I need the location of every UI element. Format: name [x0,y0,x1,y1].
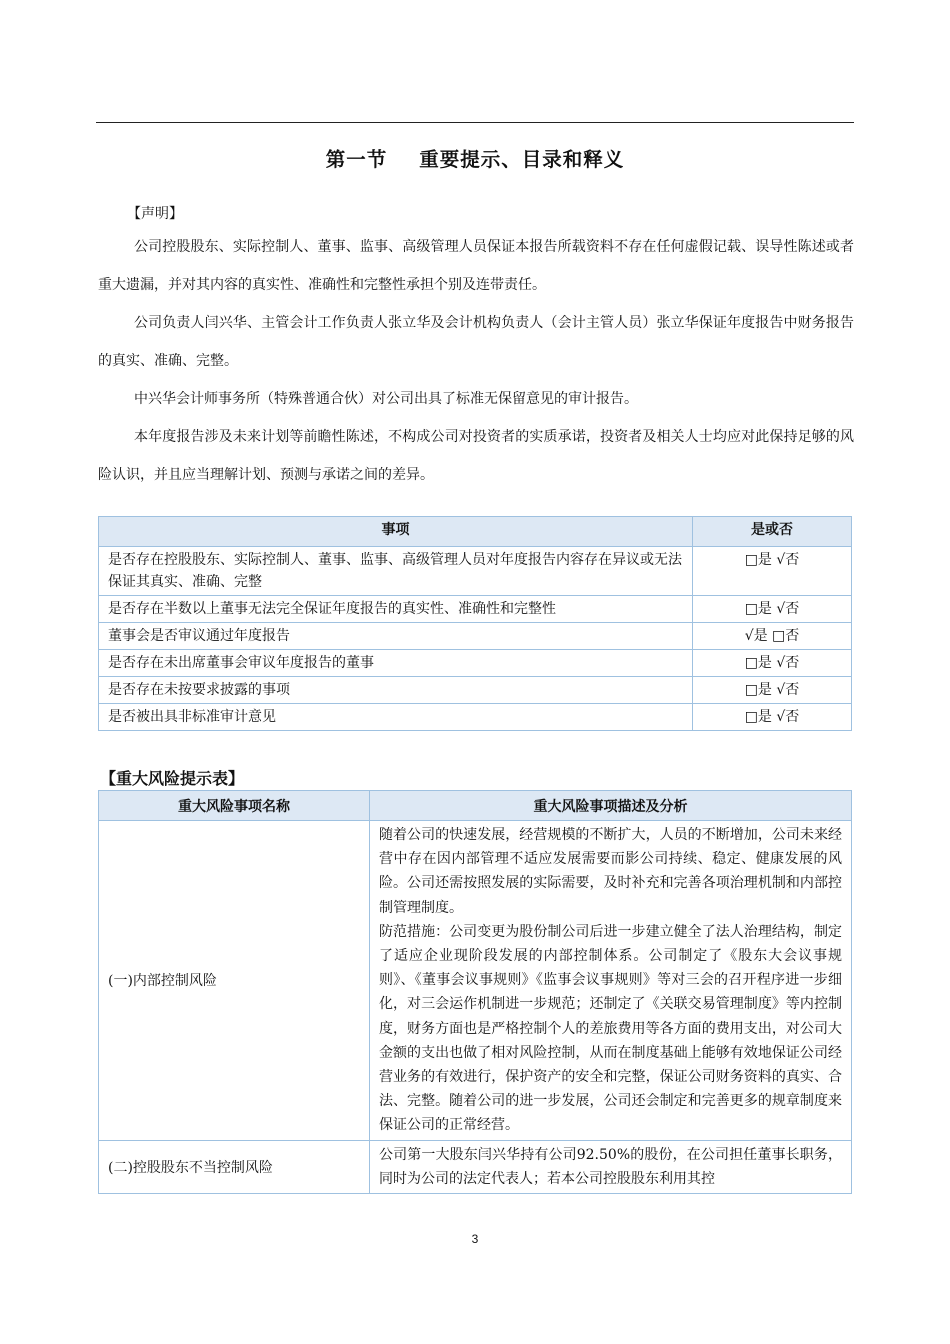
header-risk-name: 重大风险事项名称 [99,791,370,821]
table-row [99,623,852,650]
table-row [99,547,852,596]
risk-table-header [99,791,852,821]
matter-item: 是否存在半数以上董事无法完全保证年度报告的真实性、准确性和完整性 [99,596,693,623]
matters-table [98,516,852,731]
matter-item: 是否存在未出席董事会审议年度报告的董事 [99,650,693,677]
matter-answer: □是 √否 [693,547,852,596]
header-yes-no: 是或否 [693,517,852,547]
table-row [99,677,852,704]
risk-table-label: 【重大风险提示表】 [100,769,245,788]
matter-answer: □是 √否 [693,677,852,704]
paragraph-auditor: 中兴华会计师事务所（特殊普通合伙）对公司出具了标准无保留意见的审计报告。 [134,391,638,407]
top-rule [96,122,854,123]
risk-measures-text: 防范措施：公司变更为股份制公司后进一步建立健全了法人治理结构，制定了适应企业现阶段发展的内部控制体系。公司制定了《股东大会议事规则》、《董事会议事规则》《监事会议事规则》等对三会的召开程序进一步细化，对三会运作机制进一步规范；还制定了《关联交易管理制度》等内控制度，财务方面也是严格控制个人的差旅费用等各方面的费用支出，对公司大金额的支出也做了相对风险控制，从而在制度基础上能够有效地保证公司经营业务的有效进行，保护资产的安全和完整，保证公司财务资料的真实、合法、完整。随着公司的进一步发展，公司还会制定和完善更多的规章制度来保证公司的正常经营。 [379,923,842,1134]
table-row [99,704,852,731]
matters-table-header [99,517,852,547]
declaration-label: 【声明】 [127,206,183,222]
matter-item: 是否被出具非标准审计意见 [99,704,693,731]
table-row [99,821,852,1141]
matter-item: 是否存在控股股东、实际控制人、董事、监事、高级管理人员对年度报告内容存在异议或无法保证其真实、准确、完整 [99,547,693,596]
risk-table [98,790,852,1194]
page-number: 3 [471,1232,479,1246]
matter-item: 董事会是否审议通过年度报告 [99,623,693,650]
table-row [99,596,852,623]
risk-name: (二)控股股东不当控制风险 [99,1140,370,1193]
risk-description: 公司第一大股东闫兴华持有公司92.50%的股份，在公司担任董事长职务，同时为公司的法定代表人；若本公司控股股东利用其控 [370,1140,852,1193]
paragraph-guarantee: 公司控股股东、实际控制人、董事、监事、高级管理人员保证本报告所载资料不存在任何虚假记载、误导性陈述或者重大遗漏，并对其内容的真实性、准确性和完整性承担个别及连带责任。 [98,239,854,293]
matter-item: 是否存在未按要求披露的事项 [99,677,693,704]
matter-answer: □是 √否 [693,596,852,623]
risk-name: (一)内部控制风险 [99,821,370,1141]
table-row [99,650,852,677]
paragraph-responsible-persons: 公司负责人闫兴华、主管会计工作负责人张立华及会计机构负责人（会计主管人员）张立华保证年度报告中财务报告的真实、准确、完整。 [98,315,854,369]
header-risk-description: 重大风险事项描述及分析 [370,791,852,821]
risk-description [370,821,852,1141]
section-title [96,144,854,172]
matter-answer: √是 □否 [693,623,852,650]
matter-answer: □是 √否 [693,704,852,731]
section-number: 第一节 [325,148,388,171]
table-row [99,1140,852,1193]
header-item: 事项 [99,517,693,547]
section-name: 重要提示、目录和释义 [419,148,625,171]
risk-description-text: 随着公司的快速发展，经营规模的不断扩大，人员的不断增加，公司未来经营中存在因内部管理不适应发展需要而影公司持续、稳定、健康发展的风险。公司还需按照发展的实际需要，及时补充和完善各项治理机制和内部控制管理制度。 [379,827,842,916]
matter-answer: □是 √否 [693,650,852,677]
paragraph-forward-looking: 本年度报告涉及未来计划等前瞻性陈述，不构成公司对投资者的实质承诺，投资者及相关人士均应对此保持足够的风险认识，并且应当理解计划、预测与承诺之间的差异。 [98,429,854,483]
